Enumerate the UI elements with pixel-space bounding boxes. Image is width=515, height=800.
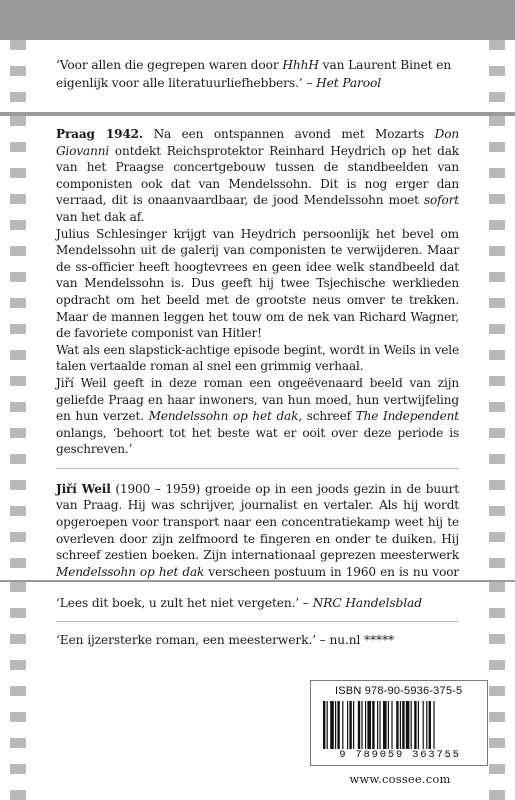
- isbn-label: ISBN 978-90-5936-375-5: [335, 685, 463, 697]
- author-name: Jiří Weil: [56, 481, 111, 496]
- barcode-bar: [433, 701, 434, 749]
- top-quote-panel: [0, 40, 515, 112]
- barcode-bar: [372, 701, 374, 749]
- blurb-panel: [0, 116, 515, 580]
- barcode-bar: [383, 701, 387, 749]
- author-bio: Jiří Weil (1900 – 1959) groeide op in een joods gezin in de buurt van Praag. Hij was schrijver, journalist en vertaler. Als hij wordt opgeroepen voor transport naar een concentratiekamp weet hij te overleven door zijn zelfmoord te fingeren en onder te duiken. Hij schreef zestien boeken. Zijn internationaal geprezen meesterwerk Mendelssohn op het dak verscheen postuum in 1960 en is nu voor: [56, 481, 459, 579]
- blurb-lead: Praag 1942.: [56, 127, 143, 141]
- barcode-bar: [402, 701, 404, 749]
- barcode-bar: [411, 701, 412, 749]
- barcode-bar: [388, 701, 389, 749]
- barcode-bar: [414, 701, 416, 749]
- barcode-bar: [342, 701, 343, 749]
- barcode-bar: [335, 701, 336, 749]
- quote-nunl: ‘Een ijzersterke roman, een meesterwerk.’ – nu.nl *****: [56, 633, 395, 647]
- barcode-bar: [426, 701, 427, 749]
- blurb-paragraph-3: Wat als een slapstick-achtige episode begint, wordt in Weils in vele talen vertaalde roman al snel een grimmig verhaal.: [56, 342, 459, 374]
- blurb-paragraph-1: Praag 1942. Na een ontspannen avond met Mozarts Don Giovanni ontdekt Reichsprotektor Reinhard Heydrich op het dak van het Praagse concertgebouw tussen de standbeelden van componisten ook dat van Mendelssohn. Dit is nog erger dan verraad, dit is onaanvaardbaar, de jood Mendelssohn moet sofort van het dak af.: [56, 127, 459, 224]
- barcode-bar: [423, 701, 424, 749]
- blurb-paragraph-2: Julius Schlesinger krijgt van Heydrich persoonlijk het bevel om Mendelssohn uit de galerij van componisten te verwijderen. Maar de ss-officier heeft hoogtevrees en geen idee welk standbeeld dat van Mendelssohn is. Dus geeft hij twee Tsjechische werklieden opdracht om het beeld met de grootste neus omver te trekken. Maar de mannen leggen het touw om de nek van Richard Wagner, de favoriete componist van Hitler!: [56, 226, 459, 341]
- barcode-bar: [358, 701, 360, 749]
- barcode-icon: [321, 701, 479, 749]
- barcode-bar: [379, 701, 380, 749]
- barcode-bar: [337, 701, 339, 749]
- barcode-digits: 9 789059 363755: [339, 749, 461, 761]
- barcode-bar: [396, 701, 398, 749]
- barcode-bar: [367, 701, 371, 749]
- quote-nrc-source: NRC Handelsblad: [312, 596, 422, 610]
- barcode-bar: [349, 701, 351, 749]
- barcode-bar: [429, 701, 431, 749]
- barcode-bar: [400, 701, 401, 749]
- quote-nrc: ‘Lees dit boek, u zult het niet vergeten.’ – NRC Handelsblad: [56, 596, 422, 610]
- barcode-bar: [327, 701, 328, 749]
- barcode-bar: [347, 701, 348, 749]
- barcode-bar: [406, 701, 410, 749]
- blurb-paragraph-4: Jiří Weil geeft in deze roman een ongeëvenaard beeld van zijn geliefde Praag en haar inwoners, van hun moed, hun vertwijfeling en hun verzet. Mendelssohn op het dak, schreef The Independent onlangs, ‘behoort tot het beste wat er ooit over deze periode is geschreven.’: [56, 375, 459, 457]
- barcode-bar: [330, 701, 334, 749]
- barcode-bar: [377, 701, 378, 749]
- section-divider: [56, 468, 459, 469]
- barcode-panel: [310, 680, 488, 766]
- top-quote: ‘Voor allen die gegrepen waren door HhhH van Laurent Binet en eigenlijk voor alle literatuurliefhebbers.’ – Het Parool: [56, 58, 452, 90]
- barcode-bar: [418, 701, 419, 749]
- barcode-bar: [323, 701, 325, 749]
- barcode-bar: [365, 701, 366, 749]
- quote-source: Het Parool: [316, 76, 382, 90]
- quote-book-title: HhhH: [282, 58, 319, 72]
- publisher-website: www.cossee.com: [349, 772, 451, 786]
- barcode-bar: [391, 701, 392, 749]
- barcode-bar: [353, 701, 354, 749]
- barcode-bar: [361, 701, 362, 749]
- quote-divider: [56, 621, 459, 622]
